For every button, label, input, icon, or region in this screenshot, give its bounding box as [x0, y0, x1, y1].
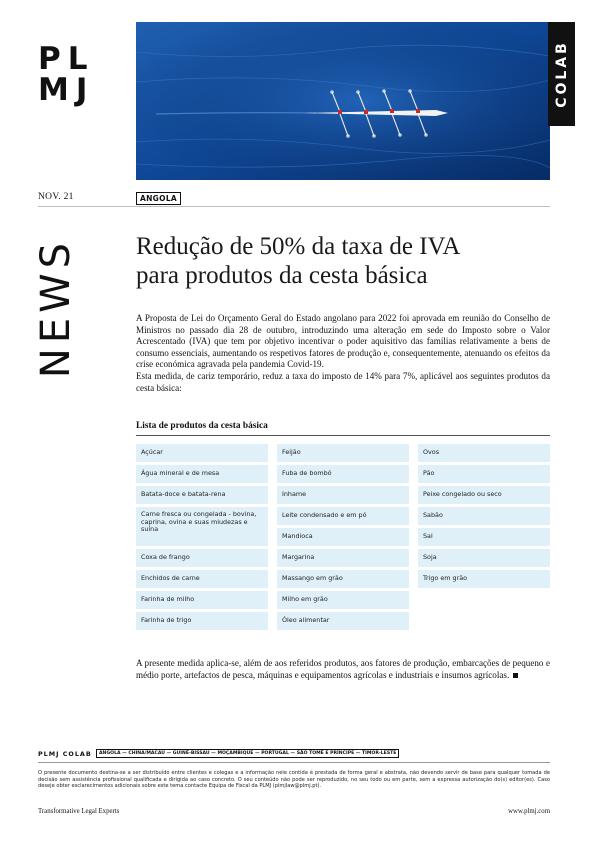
title-line-2: para produtos da cesta básica: [136, 262, 428, 289]
footer-divider: [38, 762, 550, 763]
product-cell: Coxa de frango: [136, 549, 268, 567]
product-cell: Sabão: [418, 507, 550, 525]
product-cell: Pão: [418, 465, 550, 483]
body-paragraph-2: Esta medida, de cariz temporário, reduz a taxa do imposto de 14% para 7%, aplicável aos seguintes produtos da cesta básica:: [136, 371, 550, 393]
section-label-wrap: [33, 234, 80, 382]
product-cell: Trigo em grão: [418, 570, 550, 588]
product-cell: Inhame: [277, 486, 409, 504]
product-cell: Água mineral e de mesa: [136, 465, 268, 483]
section-label: NEWS: [33, 237, 80, 379]
product-cell: Leite condensado e em pó: [277, 507, 409, 525]
body-paragraph-1: A Proposta de Lei do Orçamento Geral do Estado angolano para 2022 foi aprovada em reunião do Conselho de Ministros no passado dia 28 de outubro, introduzindo uma alteração em sede do Imposto sobre o Valor Acrescentado (IVA) que tem por objetivo incentivar o poder aquisitivo das famílias relativamente a bens de consumo essenciais, aumentando os respetivos fatores de produção e, consequentemente, atenuando os efeitos da crise económica agravada pela pandemia Covid-19.: [136, 313, 550, 370]
product-cell: Óleo alimentar: [277, 612, 409, 630]
table-rule: [136, 435, 550, 436]
header-divider: [38, 206, 550, 207]
product-cell: Soja: [418, 549, 550, 567]
product-column-1: [136, 444, 268, 633]
body-paragraph-3-text: A presente medida aplica-se, além de aos referidos produtos, aos fatores de produção, embarcações de pequeno e médio porte, artefactos de pesca, máquinas e equipamentos agrícolas e industriais e insumos agrícolas.: [136, 658, 550, 680]
table-title: Lista de produtos da cesta básica: [136, 421, 268, 431]
body-paragraph-3: [136, 658, 550, 681]
footer-countries: ANGOLA — CHINA/MACAU — GUINÉ-BISSAU — MOÇAMBIQUE — PORTUGAL — SÃO TOMÉ E PRÍNCIPE — TIMOR-LESTE: [96, 749, 399, 758]
title-line-1: Redução de 50% da taxa de IVA: [136, 233, 461, 260]
footer-website-link[interactable]: www.plmj.com: [508, 808, 550, 815]
product-cell: Mandioca: [277, 528, 409, 546]
product-column-2: [277, 444, 409, 633]
product-cell: Margarina: [277, 549, 409, 567]
plmj-logo: [38, 41, 95, 108]
product-cell: Massango em grão: [277, 570, 409, 588]
product-cell: Enchidos de carne: [136, 570, 268, 588]
product-cell: Farinha de milho: [136, 591, 268, 609]
footer-tagline: Transformative Legal Experts: [38, 808, 120, 815]
colab-label: COLAB: [553, 40, 570, 108]
footer-brand: PLMJ COLAB: [38, 750, 92, 758]
product-cell: Açúcar: [136, 444, 268, 462]
product-cell: Farinha de trigo: [136, 612, 268, 630]
logo-line-2: MJ: [38, 72, 95, 108]
product-column-3: [418, 444, 550, 591]
end-mark-icon: [513, 673, 518, 678]
issue-date: NOV. 21: [38, 192, 74, 202]
product-cell: Sal: [418, 528, 550, 546]
article-title: [136, 232, 550, 290]
product-cell: Batata-doce e batata-rena: [136, 486, 268, 504]
hero-image: [136, 22, 550, 180]
product-cell: Peixe congelado ou seco: [418, 486, 550, 504]
logo-line-1: PL: [38, 41, 95, 77]
product-cell: Fuba de bombó: [277, 465, 409, 483]
product-cell: Ovos: [418, 444, 550, 462]
product-cell: Carne fresca ou congelada - bovina, caprina, ovina e suas miudezas e suína: [136, 507, 268, 546]
product-cell: Feijão: [277, 444, 409, 462]
colab-label-wrap: [548, 22, 575, 126]
footer-disclaimer: O presente documento destina-se a ser distribuído entre clientes e colegas e a informação nele contida é prestada de forma geral e abstrata, não devendo servir de base para qualquer tomada de decisão sem assistência profissional qualificada e dirigida ao caso concreto. O seu conteúdo não pode ser reproduzido, no seu todo ou em parte, sem a expressa autorização do(s) editor(es). Caso deseje obter esclarecimentos adicionais sobre este tema contacte Equipa de Fiscal da PLMJ (plmjlaw@plmj.pt).: [38, 770, 550, 790]
product-cell: Milho em grão: [277, 591, 409, 609]
region-badge: ANGOLA: [136, 192, 181, 205]
